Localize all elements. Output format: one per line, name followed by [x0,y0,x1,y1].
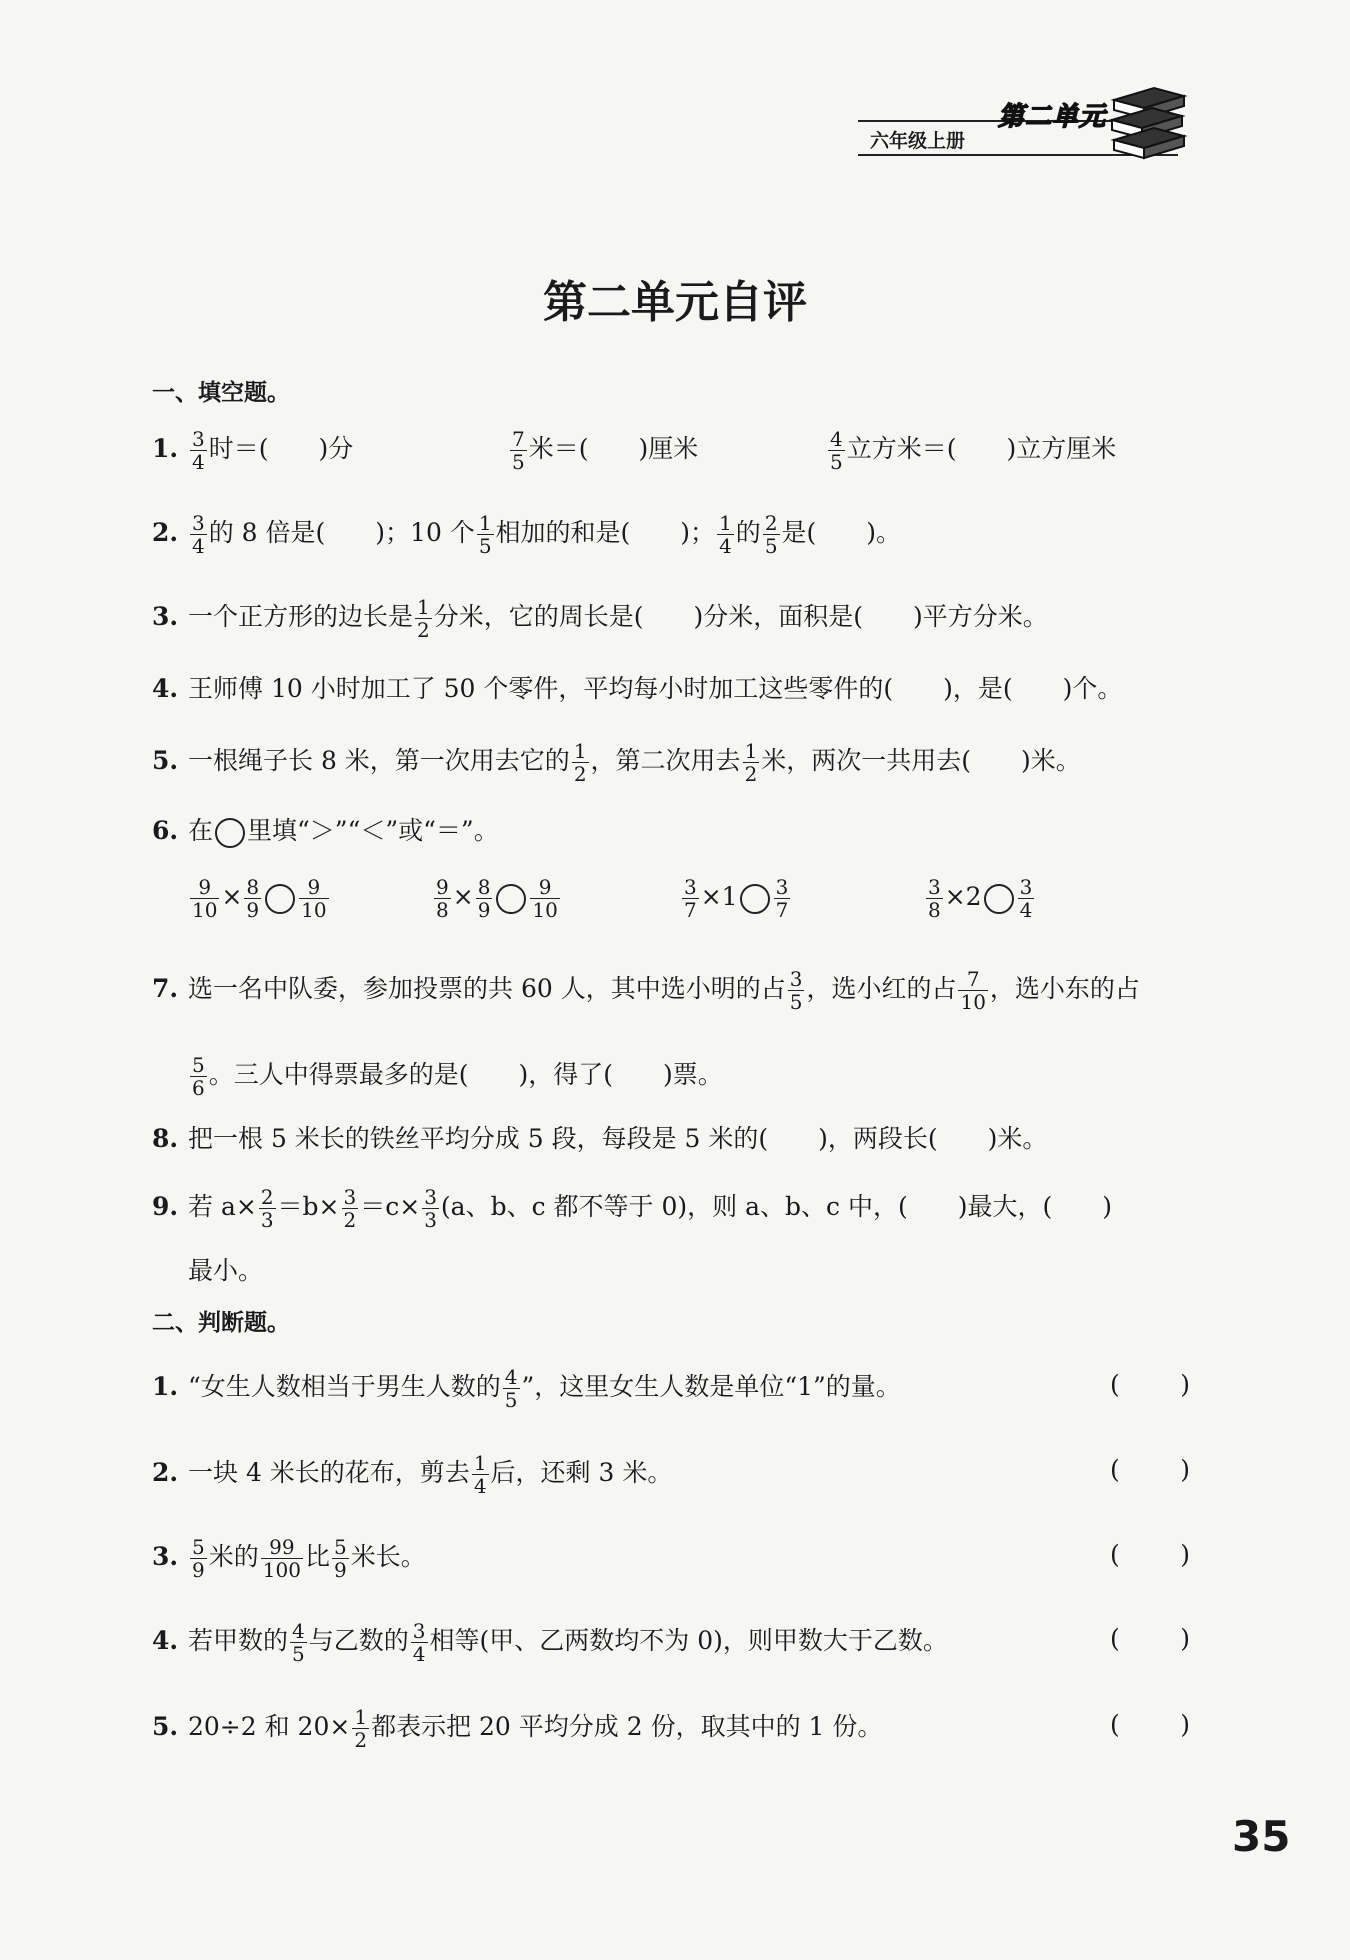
question-number: 8. [152,1124,179,1153]
question-text: 里填“＞”“＜”或“＝”。 [247,816,499,845]
question-text: 若 a× [188,1192,257,1221]
section-heading-true-false: 二、判断题。 [152,1310,290,1336]
question-text: 相等(甲、乙两数均不为 0)，则甲数大于乙数。 [429,1626,948,1655]
question-text: (a、b、c 都不等于 0)，则 a、b、c 中，( )最大，( ) [440,1192,1112,1221]
page-title: 第二单元自评 [543,277,807,328]
question-text: 米长。 [350,1542,426,1571]
question-text: 米的 [208,1542,259,1571]
question-text: 后，还剩 3 米。 [490,1458,673,1487]
question-text: ，选小红的占 [806,974,957,1003]
question-2-3: 3. $\frac{5}{9}$ 米的 $\frac{99}{100}$ 比 $\frac{5}{9}$ 米长。 [152,1535,426,1582]
question-text: 分米，它的周长是( )分米，面积是( )平方分米。 [433,602,1048,631]
question-text: 是( )。 [781,518,902,547]
question-number: 5. [152,746,179,775]
question-number: 3. [152,602,179,631]
question-text: 立方米＝( )立方厘米 [846,434,1117,463]
question-text: 把一根 5 米长的铁丝平均分成 5 段，每段是 5 米的( )，两段长( )米。 [188,1124,1048,1153]
question-text: 一块 4 米长的花布，剪去 [188,1458,470,1487]
question-1-9: 9. 若 a× $\frac{2}{3}$ ＝b× $\frac{3}{2}$ ＝c× $\frac{3}{3}$ (a、b、c 都不等于 0)，则 a、b、c 中，( )最大，( ) [152,1185,1112,1232]
question-text: 一个正方形的边长是 [188,602,414,631]
fraction: $\frac{1}{5}$ [478,511,492,558]
question-text: 的 8 倍是( )；10 个 [208,518,475,547]
question-number: 1. [152,434,179,463]
question-1-2 [152,512,1190,557]
question-text: ”，这里女生人数是单位“1”的量。 [521,1372,901,1401]
question-number: 7. [152,974,179,1003]
question-text: 米＝( )厘米 [528,434,699,463]
answer-circle[interactable] [265,884,295,914]
question-2-4: 4. 若甲数的 $\frac{4}{5}$ 与乙数的 $\frac{3}{4}$ 相等(甲、乙两数均不为 0)，则甲数大于乙数。 [152,1619,948,1666]
question-1-4 [152,672,1190,706]
question-text: 。三人中得票最多的是( )，得了( )票。 [208,1060,723,1089]
question-number: 6. [152,816,179,845]
question-text: 的 [735,518,761,547]
question-text: ，第二次用去 [590,746,741,775]
section-heading-fill-in: 一、填空题。 [152,380,290,406]
question-text: 都表示把 20 平均分成 2 份，取其中的 1 份。 [371,1712,883,1741]
question-1-1-c [826,428,1190,473]
question-text: 20÷2 和 20× [188,1712,351,1741]
question-text: 在 [188,816,214,845]
question-1-7-cont: $\frac{5}{6}$ 。三人中得票最多的是( )，得了( )票。 [192,1053,723,1100]
compare-item-4: $\frac{3}{8}$ ×2 $\frac{3}{4}$ [928,875,1033,922]
question-2-1: 1. “女生人数相当于男生人数的 $\frac{4}{5}$ ”，这里女生人数是单位“1”的量。 [152,1365,901,1412]
fraction: $\frac{1}{2}$ [417,595,430,642]
question-number: 4. [152,674,179,703]
books-icon [1108,86,1188,160]
answer-circle[interactable] [984,884,1014,914]
question-text: 比 [304,1542,330,1571]
answer-box[interactable]: ( ) [1110,1624,1190,1653]
answer-box[interactable]: ( ) [1110,1370,1190,1399]
question-text: 与乙数的 [308,1626,409,1655]
question-number: 4. [152,1626,179,1655]
fraction: $\frac{3}{4}$ [192,511,205,558]
question-1-7: 7. 选一名中队委，参加投票的共 60 人，其中选小明的占 $\frac{3}{5}$ ，选小红的占 $\frac{7}{10}$ ，选小东的占 [152,967,1140,1014]
answer-box[interactable]: ( ) [1110,1540,1190,1569]
unit-tag: 第二单元 [998,102,1107,132]
fraction: $\frac{1}{4}$ [719,511,732,558]
answer-circle[interactable] [496,884,526,914]
question-number: 5. [152,1712,179,1741]
question-text: 王师傅 10 小时加工了 50 个零件，平均每小时加工这些零件的( )，是( )个。 [188,674,1123,703]
question-1-8 [152,1122,1190,1156]
compare-item-2: $\frac{9}{8}$ × $\frac{8}{9}$ $\frac{9}{10}$ [436,875,558,922]
question-number: 2. [152,518,179,547]
question-text: 选一名中队委，参加投票的共 60 人，其中选小明的占 [188,974,786,1003]
question-text: “女生人数相当于男生人数的 [188,1372,501,1401]
grade-label: 六年级上册 [870,130,966,152]
question-text: 一根绳子长 8 米，第一次用去它的 [188,746,570,775]
question-2-2: 2. 一块 4 米长的花布，剪去 $\frac{1}{4}$ 后，还剩 3 米。 [152,1451,673,1498]
question-1-6 [152,814,1190,848]
question-1-5 [152,740,1190,785]
question-number: 9. [152,1192,179,1221]
fraction: $\frac{1}{2}$ [744,739,758,786]
compare-item-3: $\frac{3}{7}$ ×1 $\frac{3}{7}$ [684,875,789,922]
question-text: ，选小东的占 [989,974,1140,1003]
answer-circle[interactable] [740,884,770,914]
page-number: 35 [1232,1812,1291,1861]
question-text: 相加的和是( )； [495,518,716,547]
fraction: $\frac{7}{5}$ [512,427,525,474]
question-1-3 [152,596,1190,641]
question-text: 米，两次一共用去( )米。 [761,746,1081,775]
fraction: $\frac{4}{5}$ [830,427,843,474]
circle-icon [215,818,245,848]
fraction: $\frac{1}{2}$ [573,739,587,786]
fraction: $\frac{3}{4}$ [192,427,205,474]
question-text: 若甲数的 [188,1626,289,1655]
fraction: $\frac{2}{5}$ [764,511,778,558]
question-text: ＝c× [360,1192,421,1221]
question-1-9-cont: 最小。 [188,1256,264,1285]
question-number: 2. [152,1458,179,1487]
question-number: 3. [152,1542,179,1571]
compare-item-1: $\frac{9}{10}$ × $\frac{8}{9}$ $\frac{9}{10}$ [192,875,327,922]
question-text: ＝b× [277,1192,340,1221]
question-text: 时＝( )分 [208,434,354,463]
question-number: 1. [152,1372,179,1401]
answer-box[interactable]: ( ) [1110,1455,1190,1484]
answer-box[interactable]: ( ) [1110,1710,1190,1739]
question-2-5: 5. 20÷2 和 20× $\frac{1}{2}$ 都表示把 20 平均分成 2 份，取其中的 1 份。 [152,1705,883,1752]
